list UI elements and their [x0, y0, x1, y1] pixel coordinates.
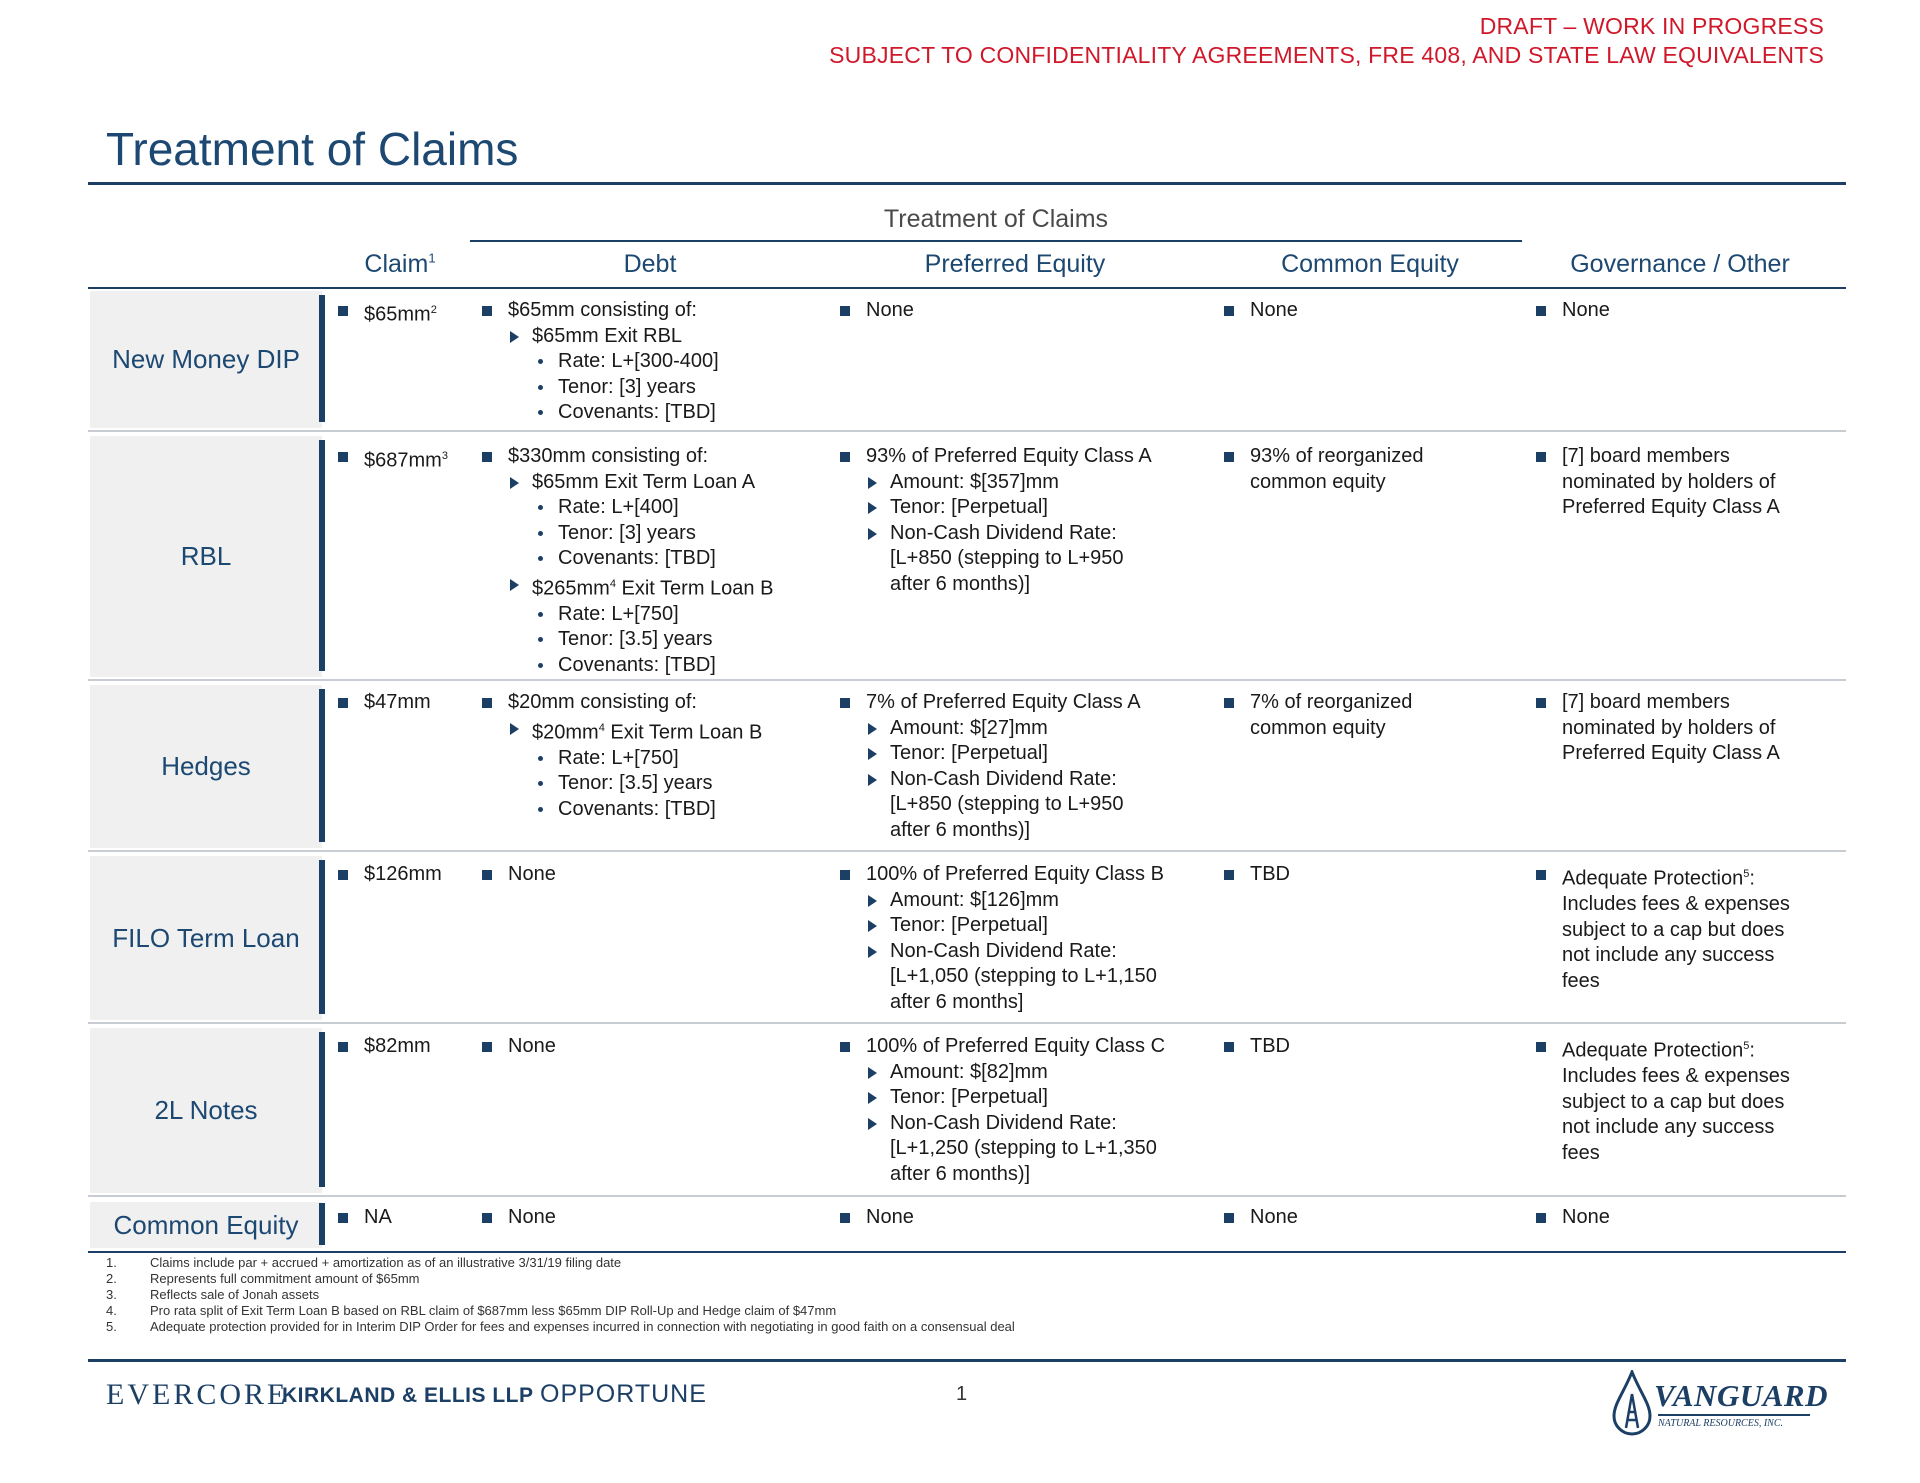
preferred-equity-cell: 7% of Preferred Equity Class A Amount: $[27]mm Tenor: [Perpetual] Non-Cash Dividend Rate: [L+850 (stepping to L+950 after 6 months)] — [838, 690, 1141, 843]
preferred-equity-cell: 100% of Preferred Equity Class C Amount: $[82]mm Tenor: [Perpetual] Non-Cash Dividend Rate: [L+1,250 (stepping to L+1,350 after 6 months)] — [838, 1034, 1165, 1187]
col-header-debt: Debt — [623, 250, 677, 278]
common-equity-cell: TBD — [1222, 1034, 1290, 1060]
treatment-group-divider — [470, 240, 1522, 242]
footnote: 4. Pro rata split of Exit Term Loan B based on RBL claim of $687mm less $65mm DIP Roll-Up and Hedge claim of $47mm — [106, 1303, 837, 1318]
preferred-equity-cell: 93% of Preferred Equity Class A Amount: $[357]mm Tenor: [Perpetual] Non-Cash Dividend Rate: [L+850 (stepping to L+950 after 6 months)] — [838, 444, 1152, 597]
footer-divider — [88, 1359, 1846, 1362]
debt-cell: $20mm consisting of: $\$20mm^4$ Exit Term Loan B Rate: L+[750] Tenor: [3.5] years Covenants: [TBD] — [480, 690, 762, 822]
claim-cell: NA — [336, 1205, 392, 1231]
footnotes — [106, 1255, 1015, 1335]
row-divider — [88, 1022, 1846, 1024]
col-header-claim-text: Claim — [364, 250, 429, 278]
vanguard-drop-icon — [1610, 1370, 1654, 1438]
governance-cell: None — [1534, 1205, 1610, 1231]
common-equity-cell: None — [1222, 1205, 1298, 1231]
debt-cell: None — [480, 1034, 556, 1060]
row-divider — [88, 679, 1846, 681]
row-label: Common Equity — [90, 1202, 322, 1248]
governance-cell: None — [1534, 298, 1610, 324]
row-label: FILO Term Loan — [90, 856, 322, 1020]
claim-cell: $126mm — [336, 862, 442, 888]
page-title: Treatment of Claims — [106, 123, 519, 175]
debt-cell: $65mm consisting of: $65mm Exit RBL Rate: L+[300-400] Tenor: [3] years Covenants: [TBD] — [480, 298, 719, 426]
debt-cell: None — [480, 1205, 556, 1231]
kirkland-ellis-logo: KIRKLAND & ELLIS LLP — [282, 1384, 534, 1407]
row-accent-bar — [319, 1032, 325, 1187]
footnote: 1. Claims include par + accrued + amortization as of an illustrative 3/31/19 filing date — [106, 1255, 622, 1270]
draft-line-1: DRAFT – WORK IN PROGRESS — [1479, 13, 1824, 39]
vanguard-subtitle: NATURAL RESOURCES, INC. — [1658, 1414, 1810, 1429]
preferred-equity-cell: 100% of Preferred Equity Class B Amount: $[126]mm Tenor: [Perpetual] Non-Cash Dividend Rate: [L+1,050 (stepping to L+1,150 after 6 months] — [838, 862, 1164, 1015]
common-equity-cell: None — [1222, 298, 1298, 324]
col-header-governance: Governance / Other — [1570, 250, 1790, 278]
row-accent-bar — [319, 689, 325, 842]
governance-cell: [7] board members nominated by holders of Preferred Equity Class A — [1534, 444, 1780, 521]
row-divider — [88, 850, 1846, 852]
row-label: RBL — [90, 436, 322, 677]
row-divider — [88, 1251, 1846, 1253]
draft-line-2: SUBJECT TO CONFIDENTIALITY AGREEMENTS, FRE 408, AND STATE LAW EQUIVALENTS — [829, 42, 1824, 68]
vanguard-wordmark: VANGUARD — [1654, 1378, 1828, 1413]
common-equity-cell: 93% of reorganized common equity — [1222, 444, 1423, 495]
preferred-equity-cell: None — [838, 1205, 914, 1231]
col-header-claim — [340, 250, 460, 279]
row-accent-bar — [319, 440, 325, 671]
row-divider — [88, 430, 1846, 432]
evercore-logo: EVERCORE — [106, 1378, 289, 1411]
title-divider — [88, 182, 1846, 185]
page-number: 1 — [956, 1383, 968, 1405]
footnote: 3. Reflects sale of Jonah assets — [106, 1287, 320, 1302]
row-label: Hedges — [90, 685, 322, 848]
opportune-logo: OPPORTUNE — [540, 1380, 707, 1408]
col-header-common-equity: Common Equity — [1281, 250, 1459, 278]
row-accent-bar — [319, 295, 325, 422]
row-accent-bar — [319, 1203, 325, 1245]
preferred-equity-cell: None — [838, 298, 914, 324]
footnote: 5. Adequate protection provided for in Interim DIP Order for fees and expenses incurred in connection with negotiating in good faith on a consensual deal — [106, 1319, 1015, 1334]
governance-cell: Adequate Protection$^5$: Includes fees & expenses subject to a cap but does not include any success fees — [1534, 862, 1790, 994]
row-label: 2L Notes — [90, 1028, 322, 1193]
claim-cell: $82mm — [336, 1034, 431, 1060]
claim-cell: $\$65mm^2$ — [336, 298, 437, 328]
row-label: New Money DIP — [90, 291, 322, 428]
common-equity-cell: TBD — [1222, 862, 1290, 888]
footnote: 2. Represents full commitment amount of $65mm — [106, 1271, 420, 1286]
governance-cell: Adequate Protection$^5$: Includes fees & expenses subject to a cap but does not include any success fees — [1534, 1034, 1790, 1166]
common-equity-cell: 7% of reorganized common equity — [1222, 690, 1412, 741]
draft-notice — [829, 12, 1824, 70]
debt-cell: $330mm consisting of: $65mm Exit Term Loan A Rate: L+[400] Tenor: [3] years Covenants: [TBD] $\$265mm^4$ Exit Term Loan B Rate: L+[750] Tenor: [3.5] years Covenants: [TBD] — [480, 444, 773, 678]
vanguard-logo — [1610, 1370, 1830, 1442]
claim-footnote-ref: 1 — [428, 250, 436, 266]
treatment-group-label: Treatment of Claims — [883, 205, 1109, 233]
col-header-preferred-equity: Preferred Equity — [924, 250, 1106, 278]
row-accent-bar — [319, 860, 325, 1014]
claim-cell: $\$687mm^3$ — [336, 444, 448, 474]
debt-cell: None — [480, 862, 556, 888]
governance-cell: [7] board members nominated by holders of Preferred Equity Class A — [1534, 690, 1780, 767]
row-divider — [88, 1195, 1846, 1197]
claim-cell: $47mm — [336, 690, 431, 716]
